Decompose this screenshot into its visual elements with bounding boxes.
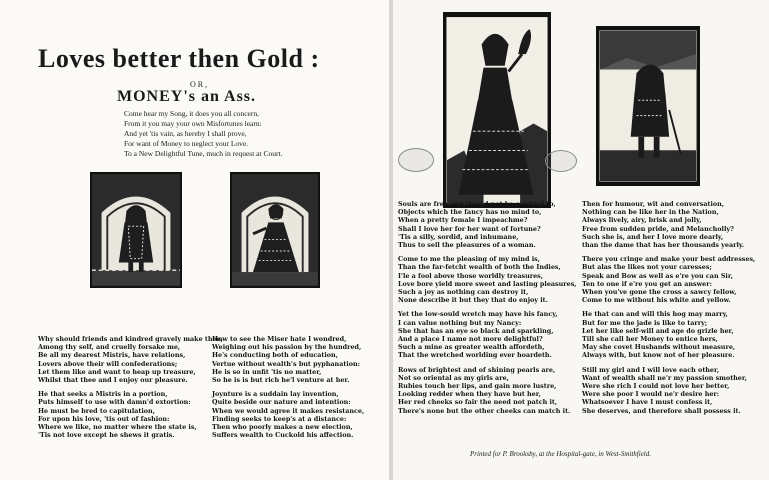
woodcut-man-landscape [596,26,700,186]
library-stamp [545,150,577,172]
verse-line: Whatsoever I have I must confess it, [582,398,713,407]
verse-line: Shall I love her for her want of fortune? [398,224,541,233]
ballad-title: Loves better then Gold : [38,44,320,73]
verse-line: Be all my dearest Mistris, have relations, [38,351,186,360]
verse-line: Looking redder when they have but her, [398,390,541,399]
verse-line: Rubies touch her lips, and gain more lustre, [398,382,557,391]
verse-line: Still my girl and I will love each other, [582,365,720,374]
verse-line: 'Tis not love except he shews it gratis. [38,431,175,440]
verse-line: And a place I name not more delightful? [398,335,543,344]
ballad-subtitle: MONEY's an Ass. [117,88,257,105]
verse-line: Rows of brightest and of shining pearls are, [398,365,556,374]
verse-line: Let her like self-will and age do grizle her, [582,326,734,335]
verse-line: When we would agree it makes resistance, [212,406,365,415]
page-spine [389,0,393,480]
verse-column-left-2 [212,335,364,439]
verse-line: Always with, but know not of her pleasure. [582,351,735,360]
verse-line: May she covet Husbands without measure, [582,343,736,352]
verse-line: He must be bred to capitulation, [38,406,155,415]
verse-line: Vertue without wealth's but pyphanation: [212,359,360,368]
intro-line: Come hear my Song, it does you all concern, [124,109,259,118]
woodcut-man-arched [90,172,182,288]
verse-line: Then who poorly makes a new election, [212,423,353,432]
verse-line: Love bore yield more sweet and lasting pleasures, [398,279,577,288]
verse-line: Yet the low-sould wretch may have his fancy, [398,310,558,319]
verse-line: So he is is but rich he'l venture at her. [212,376,350,385]
verse-column-right-1 [398,200,577,415]
verse-line: None describe it but they that do enjoy it. [398,296,548,305]
verse-line: Joynture is a suddain lay invention, [212,390,339,399]
or-label: OR, [190,80,210,89]
verse-line: Such she is, and her I love more dearly, [582,232,724,241]
verse-line: I can value nothing but my Nancy: [398,318,522,327]
verse-line: Why should friends and kindred gravely make thee, [38,335,223,343]
verse-line: Souls are free and thou'd not be confin'd to, [398,200,556,208]
verse-line: Among thy self, and cruelly forsake me, [38,343,181,352]
verse-line: Than the far-fetcht wealth of both the Indies, [398,263,561,272]
verse-line: That the wretched worlding ever hoardeth. [398,351,552,360]
verse-line: He is so in unfit 'tis no matter, [212,367,322,376]
intro-verse [124,109,324,159]
verse-line: Nothing can be like her in the Nation, [582,208,719,217]
verse-line: Ten to one if e're you get an answer: [582,279,712,288]
library-stamp [398,148,434,172]
verse-line: He's conducting both of education, [212,351,338,360]
verse-column-right-2 [582,200,755,415]
verse-line: Weighing out his passion by the hundred, [212,343,362,352]
verse-line: Not so oriental as my girls are, [398,373,509,382]
intro-line: From it you may your own Misfortunes learn: [124,119,262,128]
verse-line: When a pretty female I impeachme? [398,216,528,225]
verse-line: She that has an eye so black and sparkling, [398,326,554,335]
verse-line: Where we like, no matter where the state is, [38,423,197,432]
woodcut-woman-arched [230,172,320,288]
verse-line: Lovers above their will confederations; [38,359,178,368]
verse-line: There's none but the other cheeks can match it. [398,406,571,415]
verse-line: There you cringe and make your best addresses, [582,255,756,264]
verse-line: He that can and will this hog may marry, [582,310,728,319]
verse-line: Always lively, airy, brisk and jolly, [582,216,702,225]
verse-column-left-1 [38,335,223,439]
verse-line: She deserves, and therefore shall possess it. [582,406,741,415]
tune-note: To a New Delightful Tune, much in request at Court. [124,149,283,158]
verse-line: Such a joy as nothing can destroy it, [398,288,529,297]
verse-line: Whilst that thee and I enjoy our pleasure. [38,376,188,385]
verse-line: Want of wealth shall ne'r my passion smother, [582,373,747,382]
verse-line: Were she poor I would ne'r desire her: [582,390,720,399]
verse-line: But for me the jade is like to tarry; [582,318,708,327]
verse-line: Objects which the fancy has no mind to, [398,208,542,217]
verse-line: Speak and Bow as well as e're you can Sir, [582,271,733,280]
verse-line: But alas the likes not your caresses; [582,263,712,272]
verse-line: Come to me the pleasing of my mind is, [398,255,540,264]
verse-line: He that seeks a Mistris in a portion, [38,390,168,399]
verse-line: For upon his love, 'tis out of fashion: [38,414,170,423]
verse-line: Let them like and want to heap up treasure, [38,367,196,376]
verse-line: 'Tis a silly, sordid, and inhumane, [398,232,519,241]
verse-line: Her red cheeks so fair the need not patch it, [398,398,558,407]
verse-line: than the dame that has her thousands yearly. [582,241,745,250]
verse-line: Then for humour, wit and conversation, [582,200,725,208]
verse-line: When you've gone the cross a sawcy fellow, [582,288,737,297]
verse-line: How to see the Miser hate I wondred, [212,335,347,343]
verse-line: Till she call her Money to entice hers, [582,335,718,344]
verse-line: Such a mine as greater wealth affordeth, [398,343,545,352]
verse-line: Quite beside our nature and intention: [212,398,351,407]
verse-line: Thus to sell the pleasures of a woman. [398,241,536,250]
verse-line: Suffers wealth to Cuckold his affection. [212,431,354,440]
verse-line: Were she rich I could not love her better, [582,382,730,391]
intro-line: And yet 'tis vain, as hereby I shall prove, [124,129,247,138]
intro-line: For want of Money to neglect your Love. [124,139,249,148]
verse-line: Puts himself to use with damn'd extortion: [38,398,191,407]
verse-line: Finding seeks to keep's at a distance: [212,414,347,423]
verse-line: I'le a fool above those worldly treasures, [398,271,543,280]
verse-line: Come to me without his white and yellow. [582,296,731,305]
printer-imprint: Printed for P. Brooksby, at the Hospital-gate, in West-Smithfield. [470,450,651,458]
woodcut-woman-flower [443,12,551,208]
verse-line: Free from sudden pride, and Melancholly? [582,224,734,233]
